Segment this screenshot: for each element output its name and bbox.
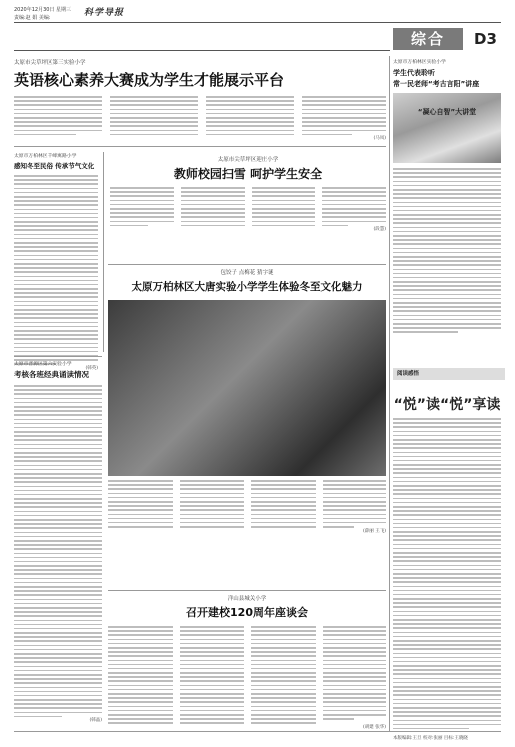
top-rule [14,22,501,23]
article-body [180,626,245,724]
photo-banner-text: “凝心自智”大讲堂 [417,108,477,116]
divider [108,590,386,591]
section-tab: 综合 [393,28,463,50]
article-kicker: 太原市尖草坪区第三实验小学 [14,60,86,66]
article-reading [393,418,501,729]
article-dumplings-body [108,480,386,534]
article-body [302,96,386,135]
article-byline: (段慧) [373,227,386,233]
column-divider [389,56,390,731]
article-headline: 英语核心素养大赛成为学生才能展示平台 [14,71,285,89]
lecture-photo [393,93,501,163]
article-snow-sweeping [110,155,386,232]
article-body [323,480,387,528]
article-body [108,480,173,528]
article-headline: 太原万柏林区大唐实验小学学生体验冬至文化魅力 [131,281,363,293]
article-byline: (胡建 张华) [363,724,386,730]
article-archaeology-lecture [393,58,501,89]
article-body [393,168,501,333]
article-byline: (薛丽 王飞) [363,528,386,534]
article-body [251,480,316,528]
article-english-contest [14,58,386,141]
article-headline-2: 常一民老师“考古言阳”讲座 [393,80,480,88]
article-body [393,418,501,729]
article-headline: 召开建校120周年座谈会 [186,606,308,619]
article-headline-1: 学生代表聆听 [393,69,435,77]
article-body [110,96,198,135]
article-kicker: 洋山县城关小学 [227,596,267,602]
article-body [206,96,294,135]
article-headline: 教师校园扫雪 呵护学生安全 [173,167,323,181]
article-body [181,187,245,226]
article-body [108,626,173,724]
header-info [14,6,71,21]
article-byline: (韩晶) [89,718,102,724]
divider [14,356,102,357]
article-kicker: 太原市尖草坪区迎庄小学 [217,157,279,163]
article-headline: “悦”读“悦”享读 [393,397,501,413]
article-body [14,96,102,135]
article-body [110,187,174,226]
footer-rule [14,731,501,732]
divider [108,264,386,265]
column-divider [103,152,104,352]
article-kicker: 包饺子 点梅花 猜字谜 [220,270,274,276]
article-body [180,480,245,528]
article-kicker: 太原市万柏林区千峰寓路小学 [14,154,77,159]
article-body [323,626,387,724]
dumplings-photo [108,300,386,476]
date-line: 2020年12月30日 星期三 [14,7,72,13]
footer-credits: 本版编辑:王旦 校对:张丽 目标:王晓晓 [393,736,468,741]
article-body [322,187,386,226]
masthead-logo: 科学导报 [84,8,125,18]
article-recitation [14,360,102,723]
article-dumplings [108,268,386,294]
article-byline: (马凤) [373,136,386,142]
article-body [14,175,98,365]
section-box-title: 阅读感悟 [393,368,505,380]
header-underline [14,50,390,51]
article-kicker: 太原市万柏林区实验小学 [393,60,446,65]
article-body [14,385,102,717]
article-headline: 考核各班经典诵读情况 [14,370,89,379]
divider [14,146,386,147]
article-headline: 感知冬至民俗 传承节气文化 [14,162,95,170]
editor-line: 责编:赵 娟 美编: [14,15,51,21]
article-anniversary [108,594,386,730]
article-body [251,626,316,724]
article-winter-solstice [14,152,98,371]
article-byline: (韩英) [85,366,98,372]
article-body [252,187,316,226]
article-archaeology-body [393,168,501,333]
article-kicker: 太原市晋源区第六实验小学 [14,362,72,367]
page-code: D3 [474,30,497,48]
